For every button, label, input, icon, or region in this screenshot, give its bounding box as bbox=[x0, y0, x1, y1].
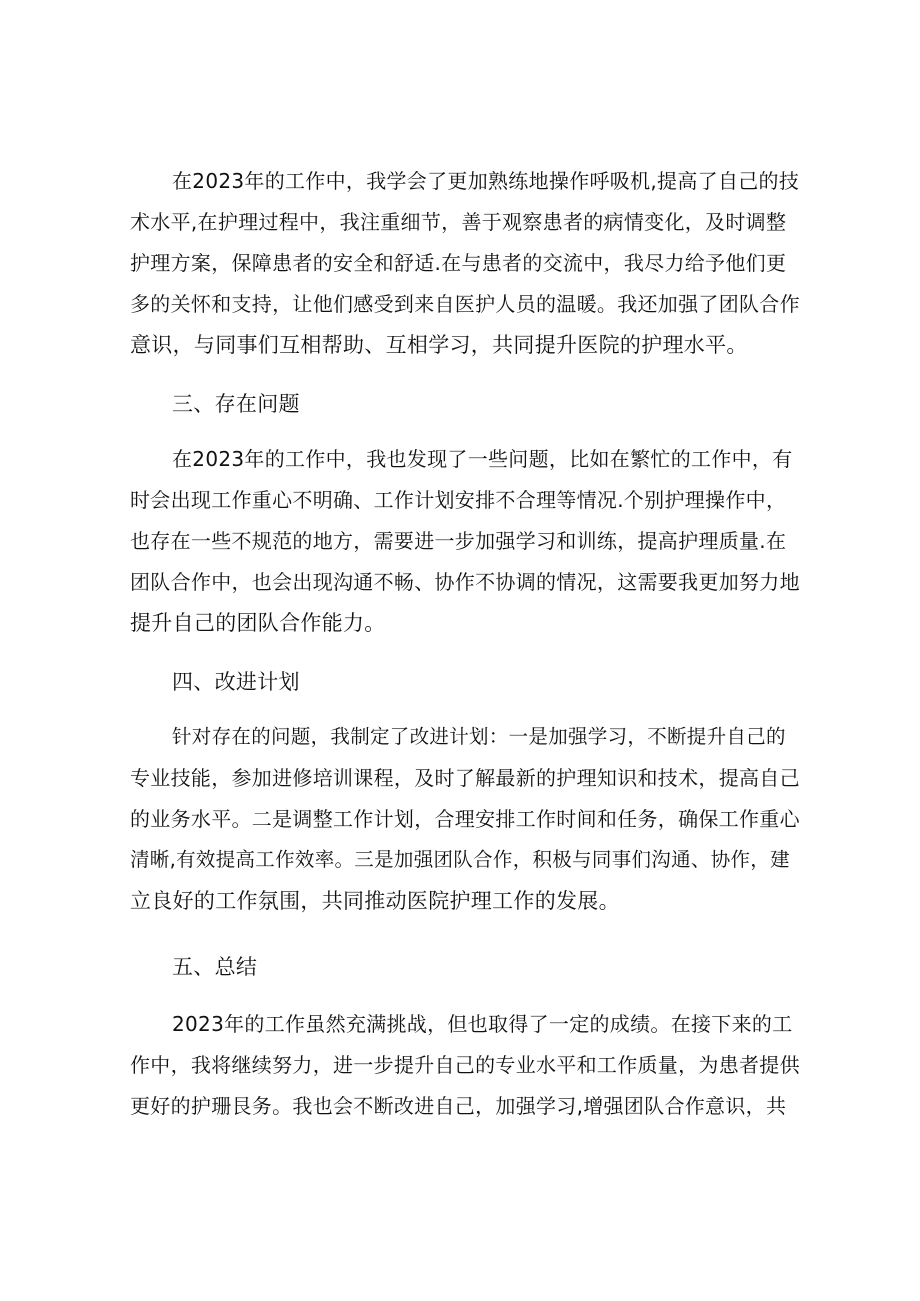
section-4-line-4: 清晰,有效提高工作效率。三是加强团队合作，积极与同事们沟通、协作，建 bbox=[130, 848, 790, 871]
section-3-line-2: 时会出现工作重心不明确、工作计划安排不合理等情况.个别护理操作中， bbox=[130, 488, 787, 512]
section-3-line-4: 团队合作中，也会出现沟通不畅、协作不协调的情况，这需要我更加努力地 bbox=[130, 570, 800, 594]
section-4-line-1: 针对存在的问题，我制定了改进计划：一是加强学习，不断提升自己的 bbox=[172, 725, 786, 748]
section-4-heading: 四、改进计划 bbox=[172, 670, 300, 694]
section-5-line-2: 作中，我将继续努力，进一步提升自己的专业水平和工作质量，为患者提供 bbox=[130, 1053, 800, 1077]
section-3-line-3: 也存在一些不规范的地方，需要进一步加强学习和训练，提高护理质量.在 bbox=[130, 529, 787, 553]
section-4-line-3: 的业务水平。二是调整工作计划，合理安排工作时间和任务，确保工作重心 bbox=[130, 807, 800, 831]
section-5-heading: 五、总结 bbox=[172, 955, 258, 979]
section-3-heading: 三、存在问题 bbox=[172, 392, 300, 416]
section-5-line-1: 2023年的工作虽然充满挑战，但也取得了一定的成绩。在接下来的工 bbox=[172, 1012, 793, 1036]
paragraph-1-line-1: 在2023年的工作中，我学会了更加熟练地操作呼吸机,提高了自己的技 bbox=[172, 169, 800, 193]
section-5-line-3: 更好的护珊艮务。我也会不断改进自己，加强学习,增强团队合作意识，共 bbox=[130, 1094, 787, 1118]
section-4-line-5: 立良好的工作氛围，共同推动医院护理工作的发展。 bbox=[130, 889, 620, 913]
section-4-line-2: 专业技能，参加进修培训课程，及时了解最新的护理知识和技术，提高自己 bbox=[130, 766, 800, 790]
section-3-line-1: 在2023年的工作中，我也发现了一些问题，比如在繁忙的工作中，有 bbox=[172, 447, 793, 471]
paragraph-1-line-3: 护理方案，保障患者的安全和舒适.在与患者的交流中，我尽力给予他们更 bbox=[130, 251, 787, 275]
paragraph-1-line-5: 意识，与同事们互相帮助、互相学习，共同提升医院的护理水平。 bbox=[130, 333, 748, 357]
section-3-line-5: 提升自己的团队合作能力。 bbox=[130, 611, 386, 635]
paragraph-1-line-2: 术水平,在护理过程中，我注重细节，善于观察患者的病情变化，及时调整 bbox=[130, 210, 787, 234]
paragraph-1-line-4: 多的关怀和支持，让他们感受到来自医护人员的温暖。我还加强了团队合作 bbox=[130, 292, 800, 316]
